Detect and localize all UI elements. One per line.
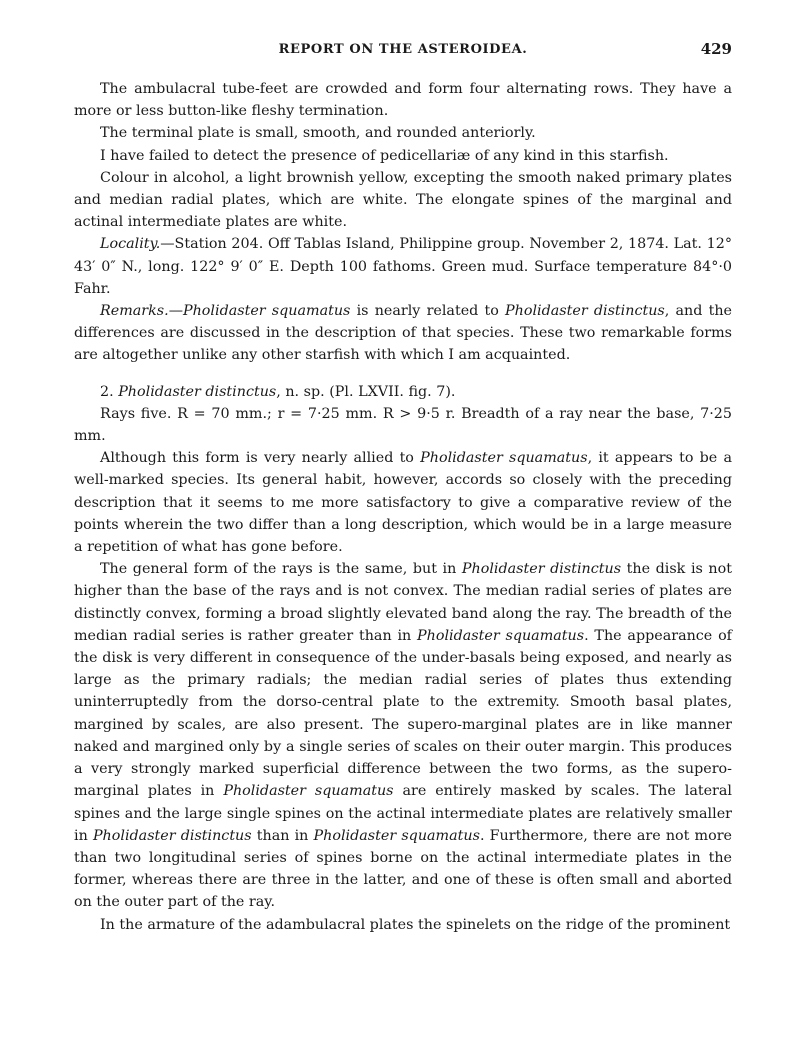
body-text [74, 78, 732, 936]
species-name: Pholidaster squamatus [420, 450, 588, 467]
paragraph-armature: In the armature of the adambulacral plates the spinelets on the ridge of the prominent [100, 916, 731, 933]
section-heading-rest: , n. sp. (Pl. LXVII. fig. 7). [276, 383, 456, 400]
running-head: REPORT ON THE ASTEROIDEA. [278, 42, 528, 57]
species-name: Pholidaster squamatus [417, 627, 585, 644]
species-name: Pholidaster squamatus [182, 303, 351, 320]
paragraph-general-form [74, 558, 732, 913]
text: . Furthermore, there are not more than two longitudinal series of spines borne on the actinal intermediate plates in the former, whereas there are three in the latter, and one of these is often small and aborted on the outer part of the ray. [74, 827, 733, 911]
text: The general form of the rays is the same, but in [100, 561, 462, 578]
text: . The appearance of the disk is very different in consequence of the under-basals being exposed, and nearly as large as the primary radials; the median radial series of plates thus extending uninterruptedly from the dorso-central plate to the extremity. Smooth basal plates, margined by scales, are also present. The supero-marginal plates are in like manner naked and margined only by a single series of scales on their outer margin. This produces a very strongly marked superficial difference between the two forms, as the supero-marginal plates in [74, 627, 732, 800]
species-name: Pholidaster distinctus [118, 383, 277, 400]
text: Although this form is very nearly allied to [100, 450, 421, 467]
species-name: Pholidaster distinctus [461, 561, 622, 578]
paragraph-colour: Colour in alcohol, a light brownish yellow, excepting the smooth naked primary plates and median radial plates, which are white. The elongate spines of the marginal and actinal intermediate plates are white. [74, 169, 732, 231]
page-header [74, 42, 732, 62]
paragraph-locality [74, 233, 732, 300]
remarks-text: , and the differences are discussed in the description of that species. These two remarkable forms are altogether unlike any other starfish with which I am acquainted. [74, 303, 732, 364]
section-number: 2. [100, 383, 119, 400]
remarks-label: Remarks. [100, 303, 169, 320]
remarks-dash: — [168, 303, 183, 320]
paragraph-pedicellariae: I have failed to detect the presence of pedicellariæ of any kind in this starfish. [100, 147, 669, 164]
section-heading [74, 381, 732, 403]
paragraph-measurements: Rays five. R = 70 mm.; r = 7·25 mm. R > 9·5 r. Breadth of a ray near the base, 7·25 mm. [74, 405, 732, 445]
species-name: Pholidaster squamatus [313, 827, 480, 844]
locality-label: Locality. [100, 236, 161, 253]
text: the disk is not higher than the base of the rays and is not convex. The median radial series of plates are distinctly convex, forming a broad slightly elevated band along the ray. The breadth of the median radial series is rather greater than in [74, 561, 732, 644]
paragraph-remarks [74, 300, 732, 367]
text: than in [251, 827, 314, 844]
species-name: Pholidaster distinctus [92, 827, 252, 844]
species-name: Pholidaster squamatus [223, 783, 394, 800]
locality-text: —Station 204. Off Tablas Island, Philippine group. November 2, 1874. Lat. 12° 43′ 0″ N., long. 122° 9′ 0″ E. Depth 100 fathoms. Green mud. Surface temperature 84°·0 Fahr. [74, 236, 732, 297]
remarks-text: is nearly related to [350, 303, 506, 320]
section-gap [74, 367, 732, 381]
text: , it appears to be a well-marked species. Its general habit, however, accords so closely with the preceding description that it seems to me more satisfactory to give a comparative review of the points wherein the two differ than a long description, which would be in a large measure a repetition of what has gone before. [74, 450, 732, 556]
page-number: 429 [700, 40, 732, 58]
species-name: Pholidaster distinctus [505, 303, 665, 320]
paragraph-tube-feet: The ambulacral tube-feet are crowded and form four alternating rows. They have a more or less button-like fleshy termination. [74, 81, 732, 120]
text: are entirely masked by scales. The lateral spines and the large single spines on the actinal intermediate plates are relatively smaller in [74, 783, 732, 844]
paragraph-terminal-plate: The terminal plate is small, smooth, and rounded anteriorly. [100, 125, 536, 142]
paragraph-comparison [74, 447, 732, 558]
